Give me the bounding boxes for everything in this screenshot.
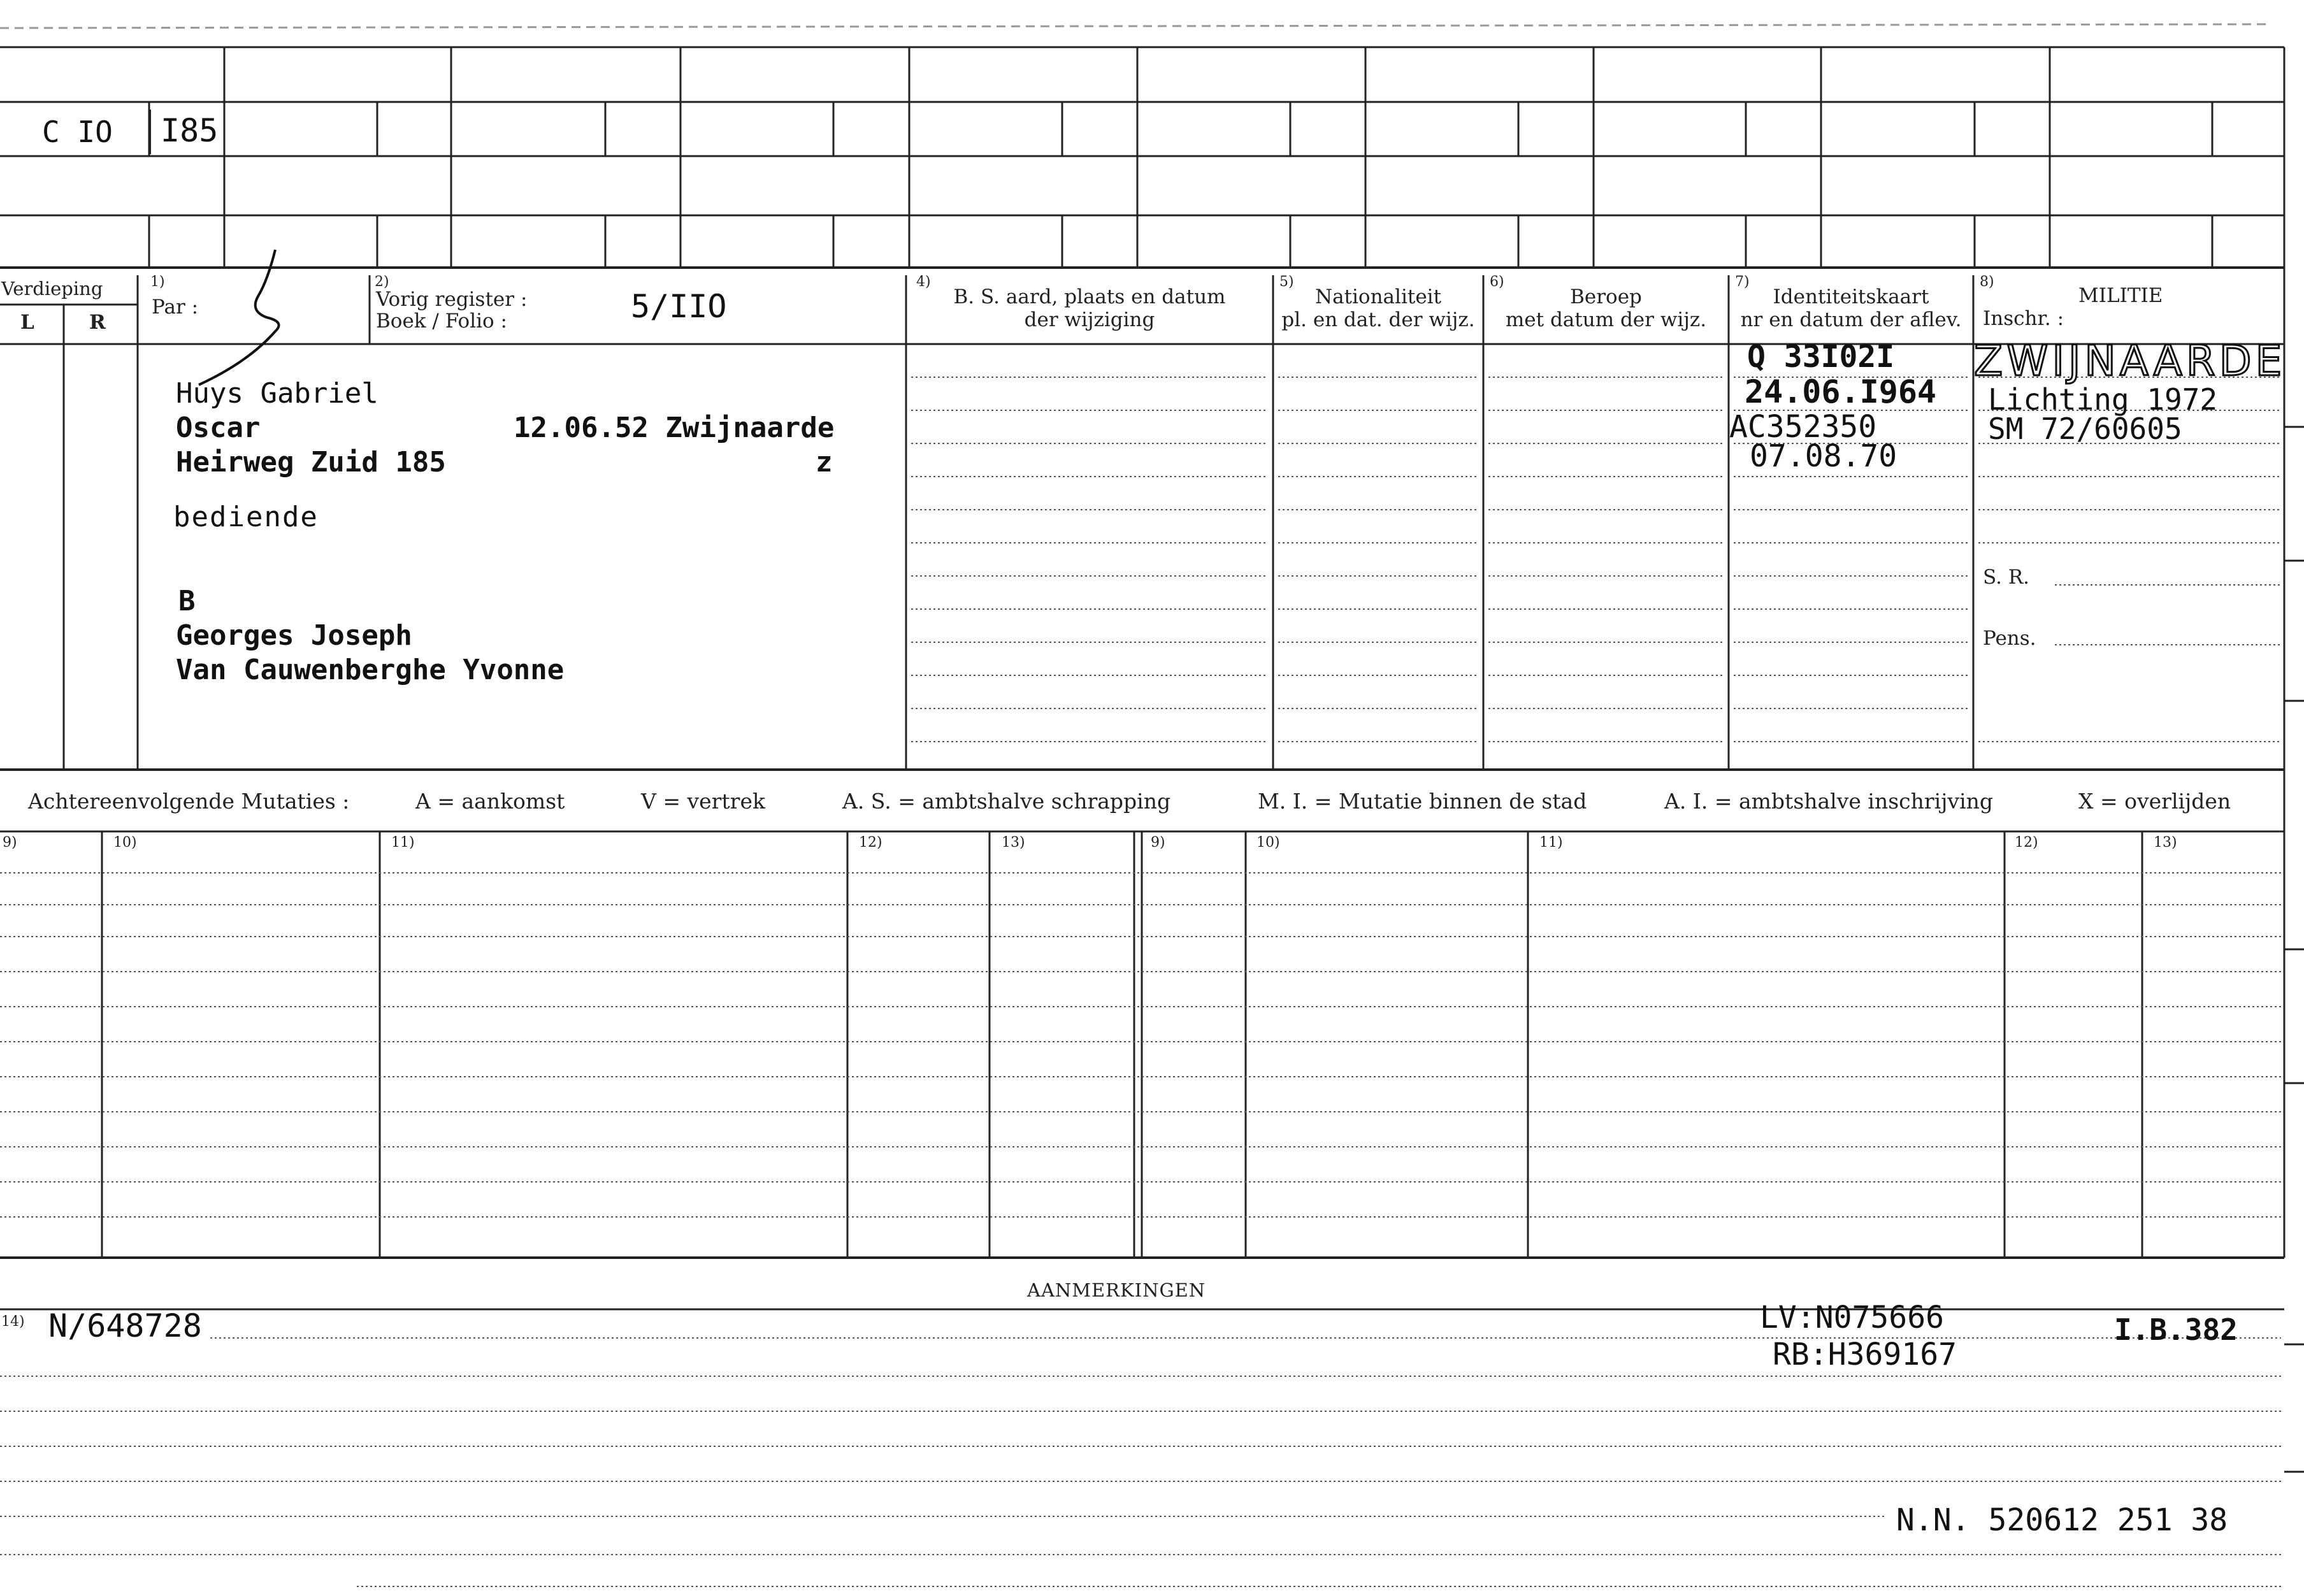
firstname: Oscar (176, 412, 261, 444)
legend-mutatie-binnen-stad: M. I. = Mutatie binnen de stad (1258, 789, 1587, 814)
birth-date-place: 12.06.52 Zwijnaarde (514, 412, 835, 444)
national-number: N.N. 520612 251 38 (1896, 1502, 2228, 1538)
legend-vertrek: V = vertrek (641, 789, 765, 814)
lv-code: LV:N075666 (1760, 1300, 1944, 1335)
legend-aankomst: A = aankomst (415, 789, 565, 814)
ib-code: I.B.382 (2114, 1312, 2238, 1347)
par-label: Par : (152, 296, 199, 319)
pens-label: Pens. (1983, 627, 2036, 650)
col6-number: 6) (1490, 274, 1504, 290)
mutaties-title: Achtereenvolgende Mutaties : (28, 789, 350, 814)
vorig-register-value: 5/IIO (631, 288, 727, 325)
id-card-number-1: Q 33I02I (1747, 339, 1895, 375)
inschr-label: Inschr. : (1983, 307, 2064, 330)
sr-label: S. R. (1983, 566, 2030, 589)
militie-header: MILITIE (2078, 284, 2163, 307)
mut-col10-left: 10) (113, 835, 137, 851)
col4-number: 4) (916, 274, 931, 290)
floor-left-header: L (20, 311, 34, 334)
col5-header-line1: Nationaliteit (1314, 285, 1442, 308)
legend-ambtshalve-schrapping: A. S. = ambtshalve schrapping (842, 789, 1171, 814)
mut-col13-right: 13) (2154, 835, 2177, 851)
col4-header-line2: der wijziging (1024, 308, 1155, 331)
col5-header (1273, 285, 1483, 331)
aanmerkingen-number: 14) (1, 1314, 25, 1330)
col8-number: 8) (1980, 274, 1994, 290)
col2-number: 2) (375, 274, 389, 290)
mut-col12-right: 12) (2015, 835, 2038, 851)
mut-col10-right: 10) (1256, 835, 1280, 851)
mother-name: Van Cauwenberghe Yvonne (176, 654, 565, 686)
mut-col11-right: 11) (1539, 835, 1563, 851)
aanmerkingen-title: AANMERKINGEN (1027, 1279, 1206, 1301)
col7-number: 7) (1735, 274, 1750, 290)
boek-folio-label: Boek / Folio : (376, 310, 507, 333)
mut-col9-left: 9) (3, 835, 17, 851)
n-code: N/648728 (48, 1307, 202, 1344)
code-box: C IO (42, 115, 113, 149)
rb-code: RB:H369167 (1773, 1337, 1957, 1372)
col6-header-line2: met datum der wijz. (1505, 308, 1707, 331)
militie-sm: SM 72/60605 (1988, 412, 2182, 446)
marker-b: B (178, 585, 196, 617)
address: Heirweg Zuid 185 (176, 446, 446, 478)
mut-col9-right: 9) (1151, 835, 1165, 851)
militie-stamp: ZWIJNAARDE (1974, 336, 2286, 385)
vorig-register-label: Vorig register : (376, 288, 528, 311)
legend-overlijden: X = overlijden (2078, 789, 2231, 814)
address-suffix: z (816, 446, 833, 478)
mut-col13-left: 13) (1002, 835, 1025, 851)
col5-number: 5) (1279, 274, 1294, 290)
col7-header (1729, 285, 1973, 331)
militie-lichting: Lichting 1972 (1988, 382, 2218, 417)
house-number: I85 (161, 112, 219, 149)
mut-col11-left: 11) (391, 835, 415, 851)
col4-header (911, 285, 1268, 331)
col7-header-line2: nr en datum der aflev. (1740, 308, 1962, 331)
profession: bediende (173, 501, 319, 533)
col1-number: 1) (150, 274, 165, 290)
col4-header-line1: B. S. aard, plaats en datum (953, 285, 1226, 308)
surname: Huys Gabriel (176, 377, 378, 410)
id-card-number-2: AC352350 (1729, 409, 1877, 445)
verdieping-header: Verdieping (1, 278, 103, 299)
id-card-date-1: 24.06.I964 (1745, 373, 1937, 410)
col6-header-line1: Beroep (1570, 285, 1642, 308)
col6-header (1483, 285, 1729, 331)
id-card-date-2: 07.08.70 (1750, 438, 1897, 474)
legend-ambtshalve-inschrijving: A. I. = ambtshalve inschrijving (1664, 789, 1994, 814)
col5-header-line2: pl. en dat. der wijz. (1281, 308, 1475, 331)
floor-right-header: R (89, 311, 106, 334)
col7-header-line1: Identiteitskaart (1773, 285, 1929, 308)
father-name: Georges Joseph (176, 619, 412, 652)
mut-col12-left: 12) (859, 835, 882, 851)
code-box-divider (149, 110, 151, 154)
